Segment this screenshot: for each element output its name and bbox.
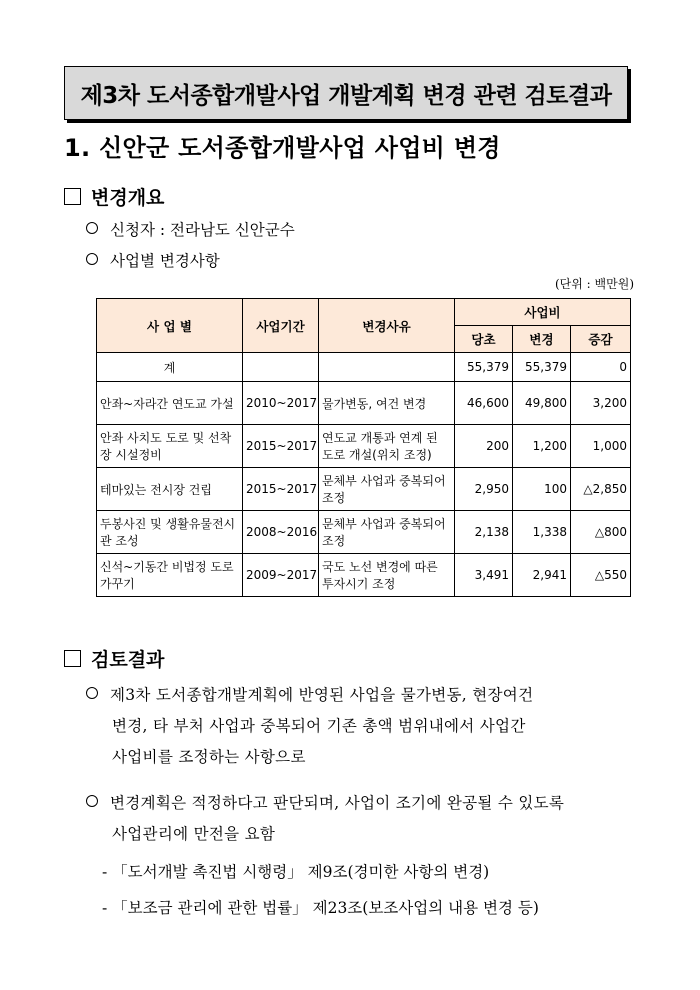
diff-cell: △800: [571, 511, 631, 554]
table-row: [97, 425, 631, 468]
section-title: 1. 신안군 도서종합개발사업 사업비 변경: [64, 134, 501, 162]
overview-heading: [64, 183, 164, 210]
reference-1: - 「도서개발 촉진법 시행령」 제9조(경미한 사항의 변경): [102, 863, 490, 881]
circle-bullet-icon: [86, 687, 98, 699]
overview-heading-text: 변경개요: [91, 187, 165, 209]
changes-item: [86, 249, 220, 271]
review-paragraph-2: [86, 788, 636, 850]
project-cell: 신석~기동간 비법정 도로가꾸기: [97, 554, 243, 597]
table-row: [97, 382, 631, 425]
total-row: [97, 353, 631, 382]
para2-line1: 변경계획은 적정하다고 판단되며, 사업이 조기에 완공될 수 있도록: [110, 794, 565, 812]
period-cell: 2010~2017: [243, 382, 319, 425]
diff-cell: △550: [571, 554, 631, 597]
table-row: [97, 554, 631, 597]
header-project: 사 업 별: [97, 299, 243, 353]
changed-cell: 100: [513, 468, 571, 511]
review-heading-text: 검토결과: [91, 649, 165, 671]
reason-cell: 문체부 사업과 중복되어 조정: [319, 511, 455, 554]
checkbox-square-icon: [64, 188, 81, 205]
diff-cell: 3,200: [571, 382, 631, 425]
para1-line1: 제3차 도서종합개발계획에 반영된 사업을 물가변동, 현장여건: [110, 686, 534, 704]
period-cell: 2008~2016: [243, 511, 319, 554]
budget-change-table: [96, 298, 631, 597]
header-changed: 변경: [513, 326, 571, 353]
table-row: [97, 468, 631, 511]
circle-bullet-icon: [86, 222, 98, 234]
total-period: [243, 353, 319, 382]
period-cell: 2015~2017: [243, 468, 319, 511]
total-changed: 55,379: [513, 353, 571, 382]
changed-cell: 1,200: [513, 425, 571, 468]
header-reason: 변경사유: [319, 299, 455, 353]
period-cell: 2009~2017: [243, 554, 319, 597]
project-cell: 두봉사진 및 생활유물전시관 조성: [97, 511, 243, 554]
changed-cell: 49,800: [513, 382, 571, 425]
reason-cell: 국도 노선 변경에 따른 투자시기 조정: [319, 554, 455, 597]
header-original: 당초: [455, 326, 513, 353]
document-title-text: 제3차 도서종합개발사업 개발계획 변경 관련 검토결과: [80, 82, 612, 109]
original-cell: 200: [455, 425, 513, 468]
project-cell: 안좌~자라간 연도교 가설: [97, 382, 243, 425]
header-diff: 증감: [571, 326, 631, 353]
changed-cell: 2,941: [513, 554, 571, 597]
reason-cell: 문체부 사업과 중복되어 조정: [319, 468, 455, 511]
document-title: [64, 66, 628, 120]
original-cell: 2,138: [455, 511, 513, 554]
applicant-item: [86, 218, 295, 240]
reason-cell: 연도교 개통과 연계 된 도로 개설(위치 조정): [319, 425, 455, 468]
para1-line2: 변경, 타 부처 사업과 중복되어 기존 총액 범위내에서 사업간: [112, 717, 526, 735]
applicant-text: 신청자 : 전라남도 신안군수: [110, 221, 295, 239]
original-cell: 46,600: [455, 382, 513, 425]
total-diff: 0: [571, 353, 631, 382]
unit-note: (단위 : 백만원): [555, 277, 634, 291]
diff-cell: 1,000: [571, 425, 631, 468]
project-cell: 안좌 사치도 도로 및 선착장 시설정비: [97, 425, 243, 468]
original-cell: 3,491: [455, 554, 513, 597]
total-original: 55,379: [455, 353, 513, 382]
total-label: 계: [97, 353, 243, 382]
para2-line2: 사업관리에 만전을 요함: [112, 825, 276, 843]
reference-2: - 「보조금 관리에 관한 법률」 제23조(보조사업의 내용 변경 등): [102, 899, 539, 917]
circle-bullet-icon: [86, 795, 98, 807]
changed-cell: 1,338: [513, 511, 571, 554]
review-paragraph-1: [86, 680, 636, 773]
header-period: 사업기간: [243, 299, 319, 353]
project-cell: 테마있는 전시장 건립: [97, 468, 243, 511]
checkbox-square-icon: [64, 650, 81, 667]
circle-bullet-icon: [86, 253, 98, 265]
changes-text: 사업별 변경사항: [110, 252, 220, 270]
original-cell: 2,950: [455, 468, 513, 511]
header-budget: 사업비: [455, 299, 631, 326]
para1-line3: 사업비를 조정하는 사항으로: [112, 748, 306, 766]
diff-cell: △2,850: [571, 468, 631, 511]
total-reason: [319, 353, 455, 382]
review-heading: [64, 645, 164, 672]
table-row: [97, 511, 631, 554]
reason-cell: 물가변동, 여건 변경: [319, 382, 455, 425]
period-cell: 2015~2017: [243, 425, 319, 468]
